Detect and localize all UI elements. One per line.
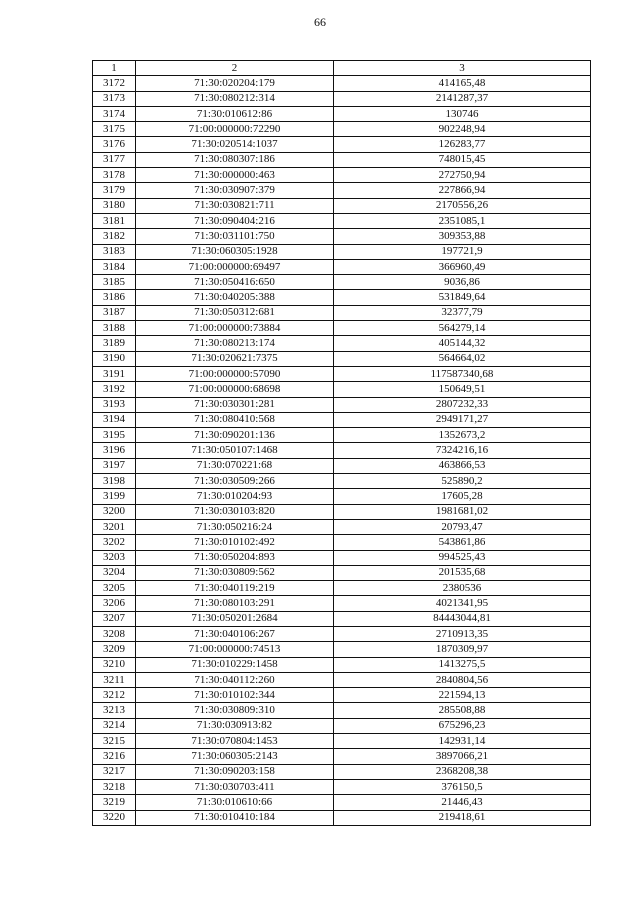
table-row [93,321,591,336]
row-number-cell: 3188 [93,321,136,336]
cadastral-number-cell: 71:30:050107:1468 [136,443,334,458]
row-number-cell: 3176 [93,137,136,152]
table-row [93,474,591,489]
table-row [93,412,591,427]
table-row [93,106,591,121]
cadastral-number-cell: 71:30:030809:310 [136,703,334,718]
table-row [93,122,591,137]
value-cell: 150649,51 [334,382,591,397]
row-number-cell: 3183 [93,244,136,259]
row-number-cell: 3205 [93,581,136,596]
table-row [93,305,591,320]
header-cell-3: 3 [334,61,591,76]
table-row [93,351,591,366]
row-number-cell: 3198 [93,474,136,489]
cadastral-number-cell: 71:30:060305:2143 [136,749,334,764]
row-number-cell: 3219 [93,795,136,810]
table-row [93,397,591,412]
header-cell-1: 1 [93,61,136,76]
cadastral-number-cell: 71:30:030913:82 [136,718,334,733]
row-number-cell: 3189 [93,336,136,351]
value-cell: 227866,94 [334,183,591,198]
row-number-cell: 3187 [93,305,136,320]
cadastral-number-cell: 71:30:070221:68 [136,458,334,473]
cadastral-number-cell: 71:30:080307:186 [136,152,334,167]
table-row [93,749,591,764]
cadastral-number-cell: 71:30:030821:711 [136,198,334,213]
row-number-cell: 3200 [93,504,136,519]
table-row [93,688,591,703]
value-cell: 1413275,5 [334,657,591,672]
value-cell: 2949171,27 [334,412,591,427]
row-number-cell: 3212 [93,688,136,703]
row-number-cell: 3213 [93,703,136,718]
row-number-cell: 3173 [93,91,136,106]
table-row [93,565,591,580]
value-cell: 1870309,97 [334,642,591,657]
row-number-cell: 3177 [93,152,136,167]
row-number-cell: 3196 [93,443,136,458]
row-number-cell: 3197 [93,458,136,473]
value-cell: 2351085,1 [334,213,591,228]
cadastral-number-cell: 71:30:010612:86 [136,106,334,121]
row-number-cell: 3179 [93,183,136,198]
cadastral-number-cell: 71:30:030809:562 [136,565,334,580]
table-row [93,152,591,167]
cadastral-number-cell: 71:30:010102:344 [136,688,334,703]
row-number-cell: 3214 [93,718,136,733]
table-row [93,443,591,458]
row-number-cell: 3182 [93,229,136,244]
value-cell: 9036,86 [334,275,591,290]
cadastral-number-cell: 71:00:000000:69497 [136,259,334,274]
row-number-cell: 3218 [93,779,136,794]
cadastral-number-cell: 71:30:050204:893 [136,550,334,565]
value-cell: 309353,88 [334,229,591,244]
value-cell: 21446,43 [334,795,591,810]
cadastral-number-cell: 71:30:090201:136 [136,428,334,443]
value-cell: 2368208,38 [334,764,591,779]
cadastral-number-cell: 71:30:010410:184 [136,810,334,825]
cadastral-number-cell: 71:30:040106:267 [136,626,334,641]
table-row [93,581,591,596]
value-cell: 1352673,2 [334,428,591,443]
value-cell: 32377,79 [334,305,591,320]
cadastral-number-cell: 71:30:040205:388 [136,290,334,305]
cadastral-number-cell: 71:30:010204:93 [136,489,334,504]
value-cell: 2840804,56 [334,672,591,687]
cadastral-number-cell: 71:30:020621:7375 [136,351,334,366]
value-cell: 221594,13 [334,688,591,703]
row-number-cell: 3208 [93,626,136,641]
value-cell: 219418,61 [334,810,591,825]
table-row [93,657,591,672]
value-cell: 366960,49 [334,259,591,274]
table-row [93,275,591,290]
value-cell: 405144,32 [334,336,591,351]
row-number-cell: 3220 [93,810,136,825]
value-cell: 2170556,26 [334,198,591,213]
table-row [93,489,591,504]
cadastral-number-cell: 71:30:030509:266 [136,474,334,489]
value-cell: 675296,23 [334,718,591,733]
cadastral-number-cell: 71:00:000000:74513 [136,642,334,657]
row-number-cell: 3207 [93,611,136,626]
row-number-cell: 3190 [93,351,136,366]
row-number-cell: 3215 [93,734,136,749]
table-row [93,382,591,397]
cadastral-number-cell: 71:30:040119:219 [136,581,334,596]
row-number-cell: 3216 [93,749,136,764]
cadastral-number-cell: 71:30:030907:379 [136,183,334,198]
value-cell: 17605,28 [334,489,591,504]
table-row [93,795,591,810]
row-number-cell: 3186 [93,290,136,305]
table-row [93,718,591,733]
table-row [93,198,591,213]
cadastral-number-cell: 71:00:000000:73884 [136,321,334,336]
row-number-cell: 3203 [93,550,136,565]
value-cell: 1981681,02 [334,504,591,519]
cadastral-number-cell: 71:30:060305:1928 [136,244,334,259]
header-row [93,61,591,76]
table-row [93,810,591,825]
table-row [93,458,591,473]
table-row [93,168,591,183]
value-cell: 84443044,81 [334,611,591,626]
row-number-cell: 3210 [93,657,136,672]
value-cell: 7324216,16 [334,443,591,458]
cadastral-number-cell: 71:30:020514:1037 [136,137,334,152]
cadastral-number-cell: 71:30:030103:820 [136,504,334,519]
value-cell: 130746 [334,106,591,121]
value-cell: 2141287,37 [334,91,591,106]
row-number-cell: 3204 [93,565,136,580]
table-row [93,764,591,779]
row-number-cell: 3206 [93,596,136,611]
table-row [93,259,591,274]
table-row [93,137,591,152]
value-cell: 142931,14 [334,734,591,749]
cadastral-number-cell: 71:30:040112:260 [136,672,334,687]
cadastral-number-cell: 71:30:070804:1453 [136,734,334,749]
table-row [93,504,591,519]
cadastral-number-cell: 71:00:000000:72290 [136,122,334,137]
row-number-cell: 3172 [93,76,136,91]
cadastral-number-cell: 71:30:080212:314 [136,91,334,106]
row-number-cell: 3181 [93,213,136,228]
value-cell: 201535,68 [334,565,591,580]
value-cell: 3897066,21 [334,749,591,764]
table-row [93,734,591,749]
table-row [93,550,591,565]
row-number-cell: 3193 [93,397,136,412]
cadastral-number-cell: 71:00:000000:68698 [136,382,334,397]
value-cell: 902248,94 [334,122,591,137]
table-row [93,76,591,91]
table-row [93,642,591,657]
row-number-cell: 3191 [93,366,136,381]
cadastral-number-cell: 71:30:010102:492 [136,535,334,550]
cadastral-number-cell: 71:30:010229:1458 [136,657,334,672]
table-row [93,183,591,198]
value-cell: 126283,77 [334,137,591,152]
value-cell: 2710913,35 [334,626,591,641]
value-cell: 117587340,68 [334,366,591,381]
table-row [93,672,591,687]
table-row [93,535,591,550]
cadastral-number-cell: 71:30:050216:24 [136,519,334,534]
value-cell: 564279,14 [334,321,591,336]
value-cell: 525890,2 [334,474,591,489]
table-row [93,428,591,443]
value-cell: 2380536 [334,581,591,596]
table-row [93,596,591,611]
value-cell: 272750,94 [334,168,591,183]
row-number-cell: 3199 [93,489,136,504]
row-number-cell: 3195 [93,428,136,443]
value-cell: 197721,9 [334,244,591,259]
cadastral-number-cell: 71:30:000000:463 [136,168,334,183]
row-number-cell: 3184 [93,259,136,274]
row-number-cell: 3180 [93,198,136,213]
row-number-cell: 3211 [93,672,136,687]
cadastral-number-cell: 71:30:050201:2684 [136,611,334,626]
table-row [93,290,591,305]
header-cell-2: 2 [136,61,334,76]
table-row [93,519,591,534]
cadastral-number-cell: 71:30:020204:179 [136,76,334,91]
row-number-cell: 3201 [93,519,136,534]
value-cell: 531849,64 [334,290,591,305]
cadastral-number-cell: 71:30:050312:681 [136,305,334,320]
table-row [93,336,591,351]
page-number: 66 [314,15,326,29]
table-row [93,611,591,626]
table-row [93,366,591,381]
data-table [92,60,591,826]
value-cell: 748015,45 [334,152,591,167]
cadastral-number-cell: 71:30:050416:650 [136,275,334,290]
cadastral-number-cell: 71:30:080410:568 [136,412,334,427]
value-cell: 543861,86 [334,535,591,550]
value-cell: 20793,47 [334,519,591,534]
table-row [93,229,591,244]
table-row [93,213,591,228]
cadastral-number-cell: 71:30:080103:291 [136,596,334,611]
table-row [93,779,591,794]
value-cell: 994525,43 [334,550,591,565]
cadastral-number-cell: 71:30:080213:174 [136,336,334,351]
value-cell: 463866,53 [334,458,591,473]
cadastral-number-cell: 71:00:000000:57090 [136,366,334,381]
cadastral-number-cell: 71:30:010610:66 [136,795,334,810]
table-body [93,61,591,826]
cadastral-number-cell: 71:30:030703:411 [136,779,334,794]
table-row [93,626,591,641]
row-number-cell: 3217 [93,764,136,779]
value-cell: 376150,5 [334,779,591,794]
cadastral-number-cell: 71:30:030301:281 [136,397,334,412]
value-cell: 414165,48 [334,76,591,91]
value-cell: 2807232,33 [334,397,591,412]
value-cell: 285508,88 [334,703,591,718]
table-row [93,91,591,106]
value-cell: 4021341,95 [334,596,591,611]
table-row [93,703,591,718]
value-cell: 564664,02 [334,351,591,366]
row-number-cell: 3209 [93,642,136,657]
row-number-cell: 3194 [93,412,136,427]
row-number-cell: 3178 [93,168,136,183]
row-number-cell: 3175 [93,122,136,137]
row-number-cell: 3202 [93,535,136,550]
table-row [93,244,591,259]
row-number-cell: 3192 [93,382,136,397]
cadastral-number-cell: 71:30:090404:216 [136,213,334,228]
row-number-cell: 3185 [93,275,136,290]
cadastral-number-cell: 71:30:031101:750 [136,229,334,244]
cadastral-number-cell: 71:30:090203:158 [136,764,334,779]
row-number-cell: 3174 [93,106,136,121]
